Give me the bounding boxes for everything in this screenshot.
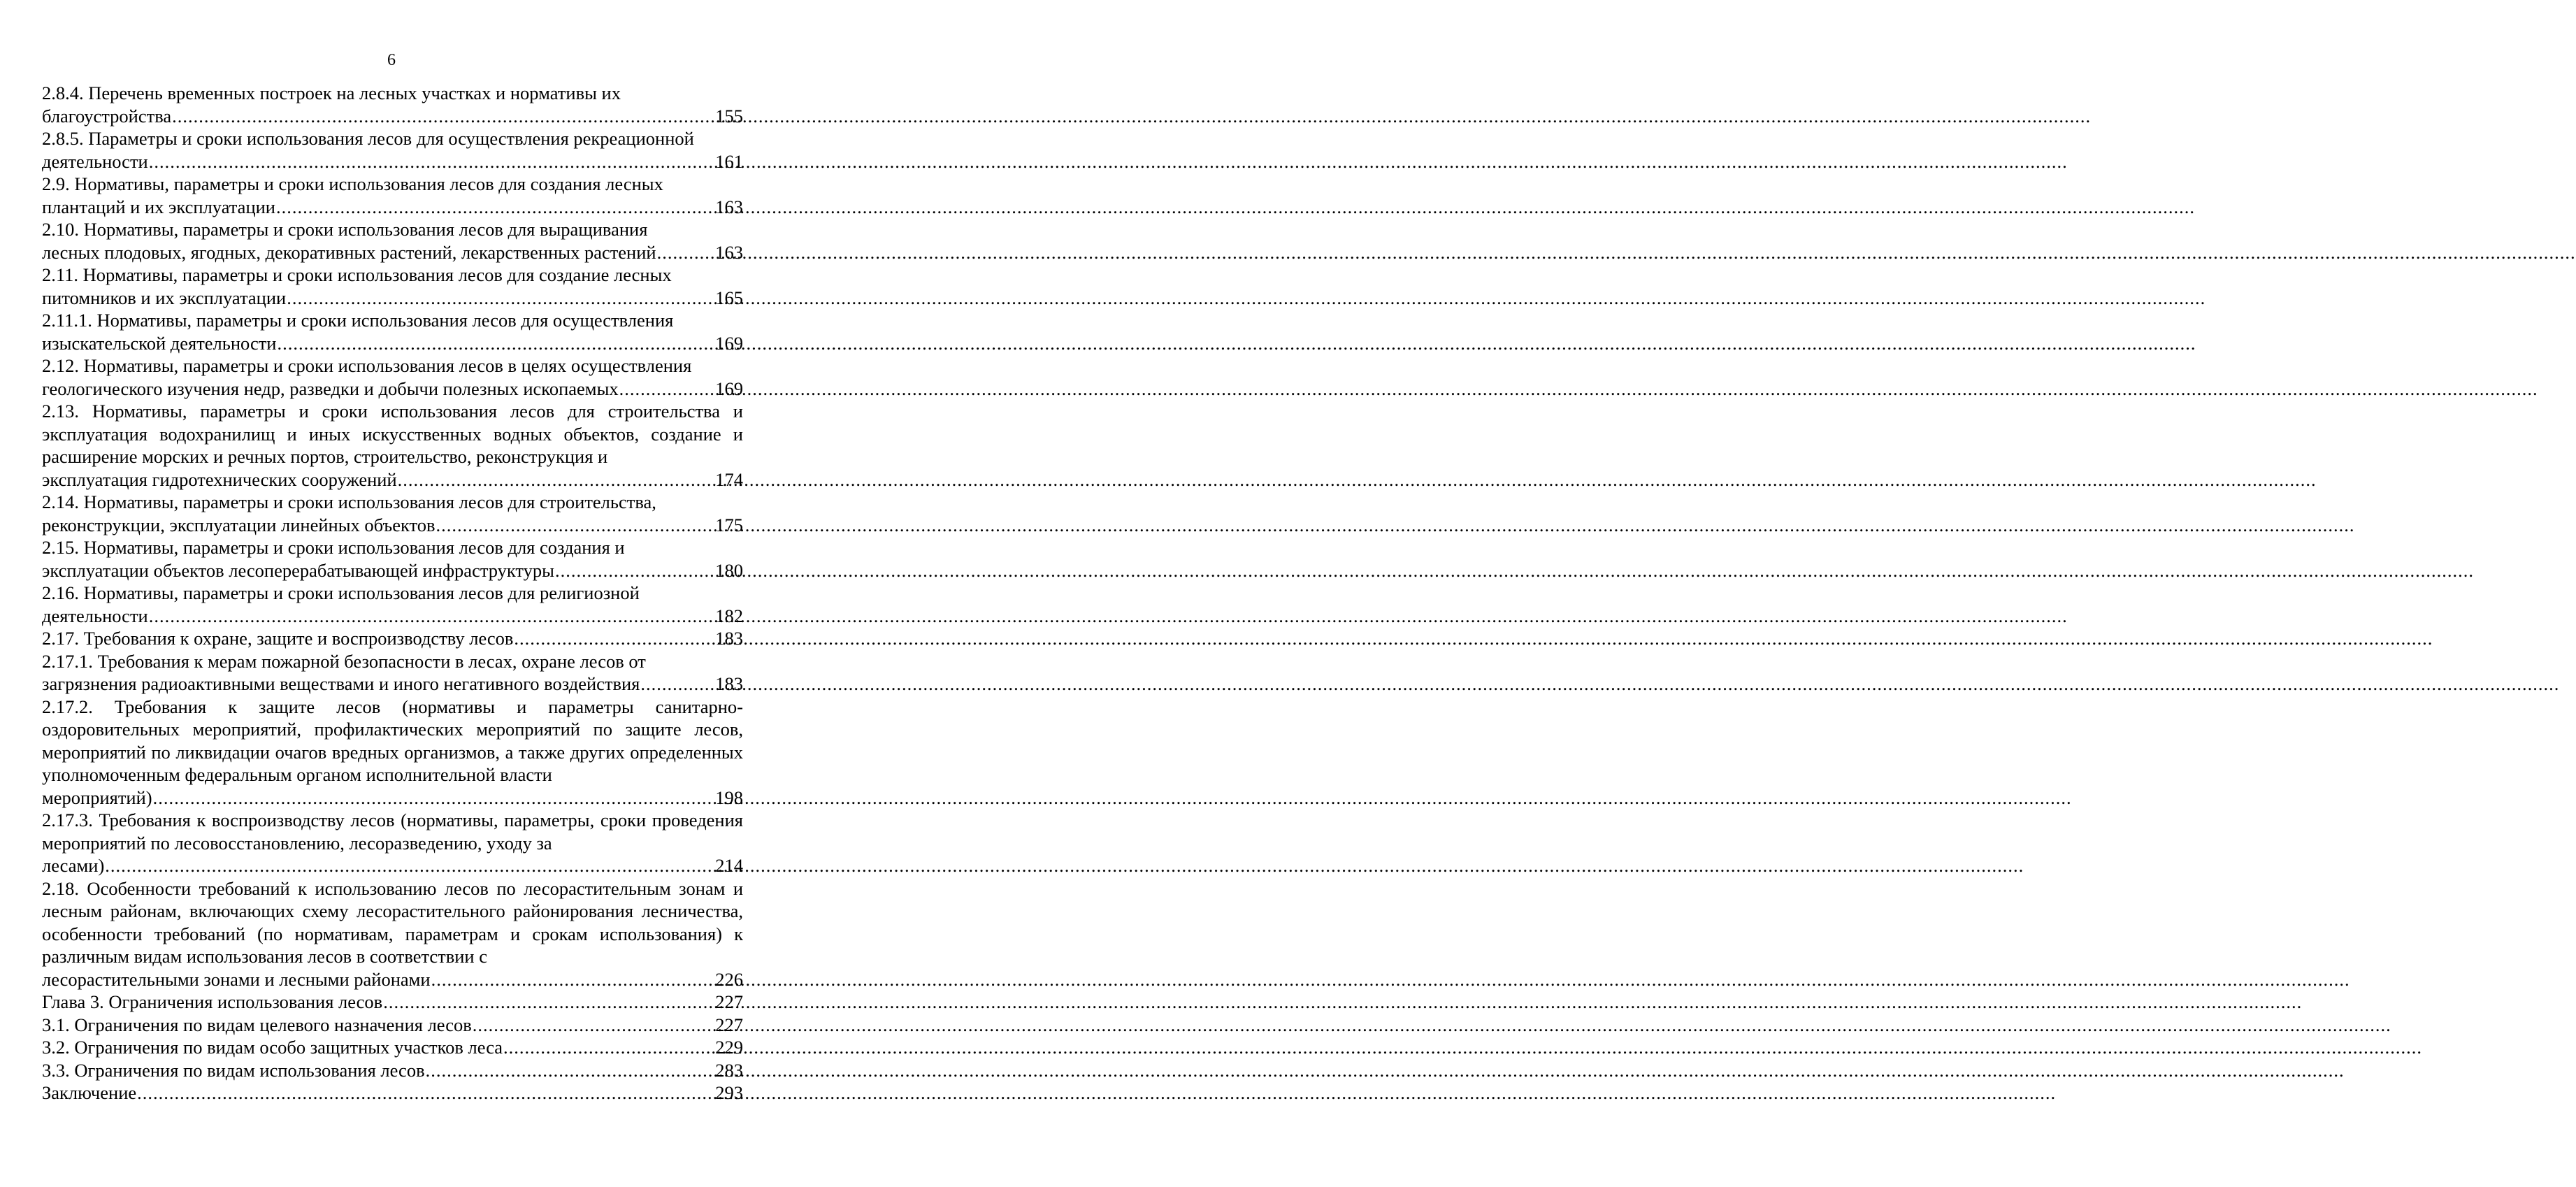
dot-leader [514,627,714,650]
dot-leader [503,1036,714,1059]
toc-entry-last-text: 3.2. Ограничения по видам особо защитных участков леса [42,1037,503,1058]
dot-leader [287,287,714,310]
toc-entry-2-17 [42,627,743,650]
toc-entry-last-text: 3.3. Ограничения по видам использования лесов [42,1059,425,1081]
toc-entry-conclusion [42,1081,743,1105]
toc-entry-last-line [42,854,743,877]
dot-leader [431,968,715,991]
toc-entry-3-2 [42,1036,743,1059]
toc-entry-last-text: геологического изучения недр, разведки и добычи полезных ископаемых [42,377,619,399]
dot-leader [398,468,715,491]
toc-entry-last-line [42,196,743,219]
dot-leader [555,559,714,582]
toc-entry-2-9 [42,173,743,218]
toc-entry-text: 2.8.4. Перечень временных построек на лесных участках и нормативы их [42,82,621,103]
toc-entry-last-line [42,105,743,128]
toc-entry-text: 2.13. Нормативы, параметры и сроки использования лесов для строительства и эксплуатация водохранилищ и иных искусственных водных объектов, создание и расширение морских и речных портов, строительство, реконструкция и [42,401,743,467]
dot-leader [426,1059,715,1082]
toc-entry-text: 2.9. Нормативы, параметры и сроки использования лесов для создания лесных [42,173,663,194]
toc-entry-last-text: мероприятий) [42,786,152,808]
dot-leader [640,672,714,696]
toc-page-number: 163 [715,241,743,263]
dot-leader [473,1014,715,1037]
toc-page-number: 227 [715,1014,743,1035]
toc-entry-2-11-1 [42,309,743,354]
toc-entry-3-3 [42,1059,743,1082]
toc-entry-text: 2.8.5. Параметры и сроки использования лесов для осуществления рекреационной [42,128,694,149]
toc-entry-2-16 [42,582,743,627]
dot-leader [149,150,715,173]
toc-entry-2-15 [42,536,743,582]
dot-leader [383,991,714,1014]
page-number: 6 [387,51,396,69]
toc-entry-last-line [42,377,743,401]
toc-entry-text: 2.17.2. Требования к защите лесов (нормативы и параметры санитарно-оздоровительных мероприятий, профилактических мероприятий по защите лесов, мероприятий по ликвидации очагов вредных организмов, а также других определенных уполномоченным федеральным органом исполнительной власти [42,696,743,785]
toc-entry-last-text: эксплуатации объектов лесоперерабатывающей инфраструктуры [42,559,554,581]
toc-entry-2-8-4 [42,82,743,127]
toc-entry-last-line [42,991,743,1014]
toc-entry-last-text: лесных плодовых, ягодных, декоративных растений, лекарственных растений [42,241,656,263]
toc-page-number: 183 [715,673,743,694]
toc-entry-2-14 [42,491,743,536]
dot-leader [276,196,714,219]
toc-entry-text: 2.14. Нормативы, параметры и сроки использования лесов для строительства, [42,491,656,512]
toc-entry-last-text: 2.17. Требования к охране, защите и воспроизводству лесов [42,628,514,649]
toc-entry-3-1 [42,1014,743,1037]
toc-page-number: 293 [715,1082,743,1103]
toc-page-number: 283 [715,1059,743,1081]
dot-leader [657,241,715,264]
toc-entry-last-line [42,559,743,582]
toc-entry-last-text: Заключение [42,1082,137,1103]
toc-entry-last-text: лесорастительными зонами и лесными районами [42,968,431,990]
toc-entry-last-text: изыскательской деятельности [42,332,277,354]
toc-entry-last-line [42,514,743,537]
toc-page-number: 180 [715,559,743,581]
toc-page-number: 165 [715,287,743,308]
toc-entry-text: 2.11. Нормативы, параметры и сроки использования лесов для создание лесных [42,264,672,285]
toc-entry-2-10 [42,218,743,264]
toc-entry-last-line [42,1036,743,1059]
toc-entry-text: 2.15. Нормативы, параметры и сроки использования лесов для создания и [42,537,625,558]
toc-entry-last-text: питомников и их эксплуатации [42,287,287,308]
toc-entry-last-text: деятельности [42,605,148,626]
toc-entry-2-17-3 [42,809,743,877]
toc-page-number: 226 [715,968,743,990]
toc-entry-last-text: 3.1. Ограничения по видам целевого назначения лесов [42,1014,472,1035]
toc-page-number: 182 [715,605,743,626]
toc-entry-text: 2.10. Нормативы, параметры и сроки использования лесов для выращивания [42,219,648,240]
toc-entry-text: 2.11.1. Нормативы, параметры и сроки использования лесов для осуществления [42,310,674,331]
dot-leader [172,105,714,128]
dot-leader [436,514,714,537]
toc-entry-last-text: реконструкции, эксплуатации линейных объектов [42,514,436,535]
dot-leader [619,377,715,401]
toc-entry-last-line [42,605,743,628]
toc-page-number: 227 [715,991,743,1012]
toc-page-number: 183 [715,628,743,649]
toc-entry-last-line [42,786,743,810]
toc-entry-last-line [42,287,743,310]
toc-page-number: 198 [715,786,743,808]
toc-entry-last-line [42,150,743,173]
table-of-contents [42,82,743,1105]
toc-entry-last-text: плантаций и их эксплуатации [42,196,275,217]
toc-entry-2-18 [42,877,743,991]
toc-entry-last-line [42,468,743,491]
toc-entry-last-text: Глава 3. Ограничения использования лесов [42,991,383,1012]
toc-entry-last-line [42,627,743,650]
toc-entry-last-line [42,1059,743,1082]
dot-leader [137,1081,714,1105]
toc-entry-last-line [42,241,743,264]
toc-page-number: 169 [715,332,743,354]
toc-entry-2-17-2 [42,696,743,810]
dot-leader [277,332,714,355]
toc-entry-2-8-5 [42,127,743,173]
toc-page-number: 214 [715,855,743,876]
toc-entry-2-12 [42,354,743,400]
toc-page-number: 174 [715,468,743,490]
dot-leader [105,854,714,877]
toc-entry-last-line [42,1014,743,1037]
toc-entry-last-text: деятельности [42,150,148,172]
toc-page-number: 169 [715,377,743,399]
toc-entry-text: 2.12. Нормативы, параметры и сроки использования лесов в целях осуществления [42,355,692,376]
toc-page-number: 161 [715,150,743,172]
toc-entry-last-line [42,1081,743,1105]
toc-entry-last-text: лесами) [42,855,105,876]
toc-page-number: 175 [715,514,743,535]
toc-page-number: 163 [715,196,743,217]
toc-entry-text: 2.17.1. Требования к мерам пожарной безопасности в лесах, охране лесов от [42,650,646,672]
toc-page-number: 229 [715,1037,743,1058]
dot-leader [149,605,715,628]
toc-entry-last-line [42,968,743,991]
toc-entry-text: 2.18. Особенности требований к использованию лесов по лесорастительным зонам и лесным районам, включающих схему лесорастительного районирования лесничества, особенности требований (по нормативам, параметрам и срокам использования) к различным видам использования лесов в соответствии с [42,877,743,967]
toc-page-number: 155 [715,105,743,127]
toc-entry-last-text: благоустройства [42,105,172,127]
toc-entry-last-line [42,332,743,355]
toc-entry-chapter-3 [42,991,743,1014]
toc-entry-last-text: эксплуатация гидротехнических сооружений [42,468,397,490]
toc-entry-2-11 [42,264,743,309]
toc-entry-text: 2.16. Нормативы, параметры и сроки использования лесов для религиозной [42,582,640,603]
toc-entry-last-text: загрязнения радиоактивными веществами и иного негативного воздействия [42,673,640,694]
toc-entry-last-line [42,672,743,696]
toc-entry-text: 2.17.3. Требования к воспроизводству лесов (нормативы, параметры, сроки проведения мероприятий по лесовосстановлению, лесоразведению, уходу за [42,810,743,854]
toc-entry-2-17-1 [42,650,743,696]
dot-leader [153,786,715,810]
toc-entry-2-13 [42,400,743,491]
